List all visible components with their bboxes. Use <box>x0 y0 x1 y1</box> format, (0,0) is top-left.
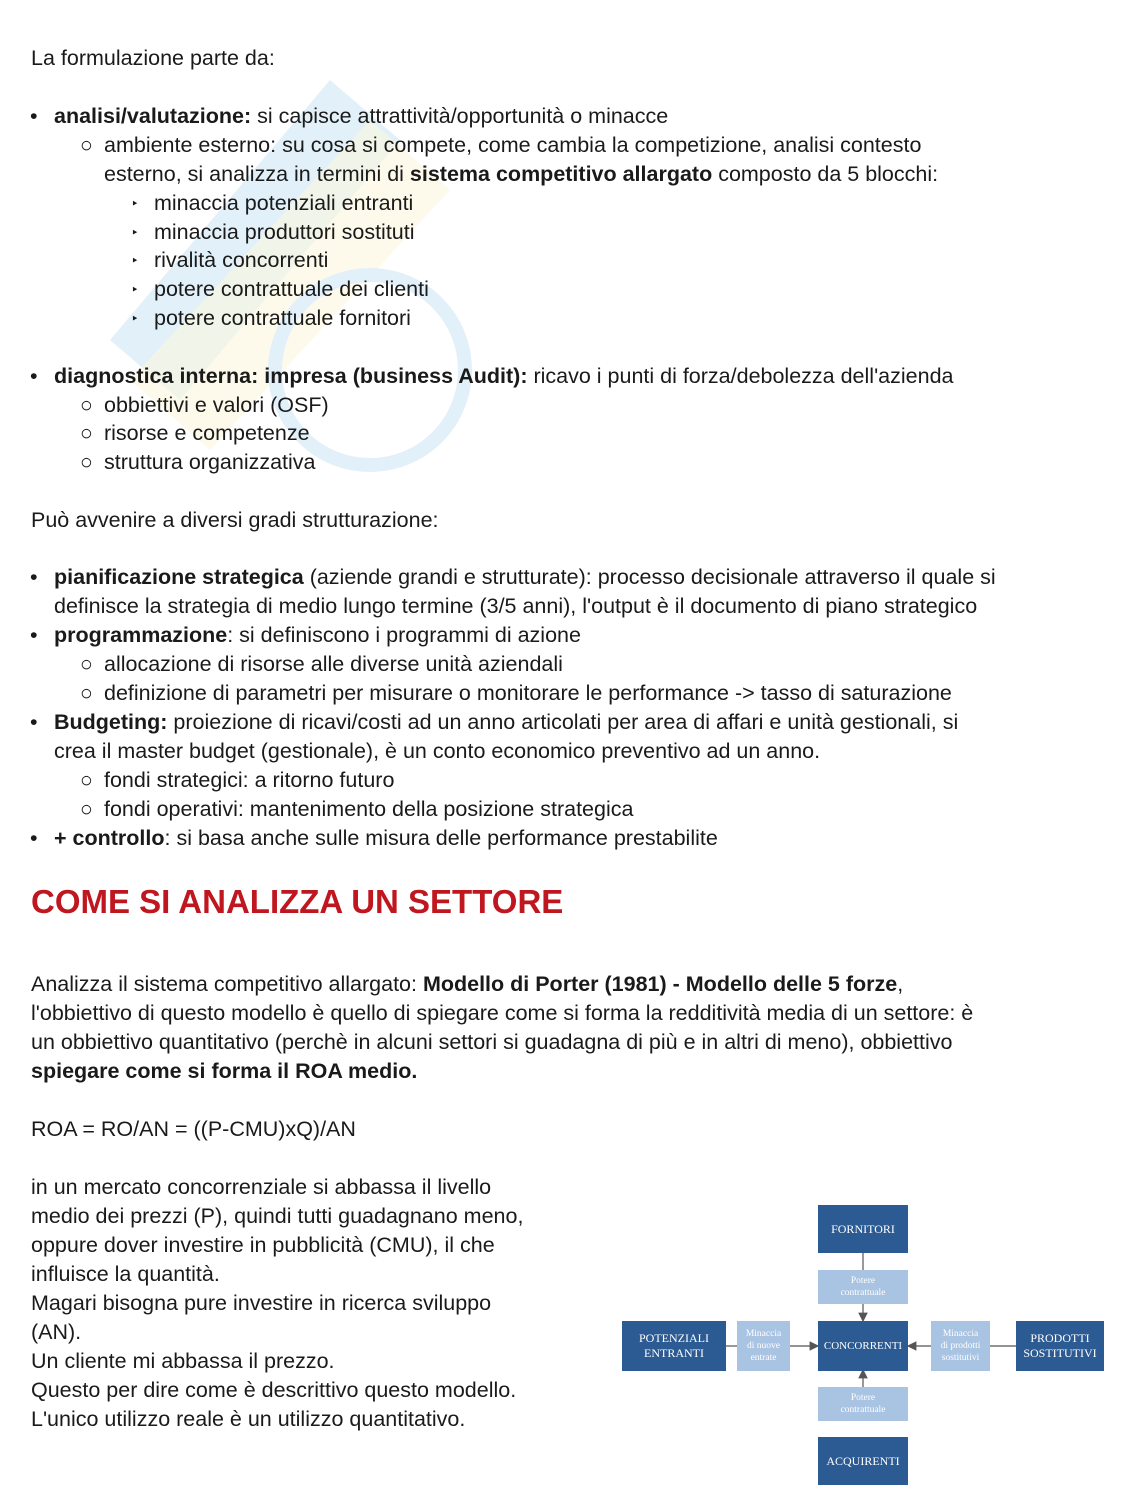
sub-bullet-icon: ○ <box>80 450 93 474</box>
pianificazione-line2: definisce la strategia di medio lungo termine (3/5 anni), l'output è il documento di piano strategico <box>54 594 978 618</box>
block-item: rivalità concorrenti <box>154 248 329 272</box>
left-text-line: (AN). <box>31 1320 82 1344</box>
block-item: minaccia produttori sostituti <box>154 220 415 244</box>
potenziali-entranti-box: POTENZIALI ENTRANTI <box>622 1321 726 1371</box>
left-text-line: medio dei prezzi (P), quindi tutti guadagnano meno, <box>31 1204 524 1228</box>
bullet-icon: • <box>30 710 38 734</box>
left-text-line: Questo per dire come è descrittivo questo modello. <box>31 1378 517 1402</box>
sub-item: risorse e competenze <box>104 421 310 445</box>
left-text-line: Un cliente mi abbassa il prezzo. <box>31 1349 335 1373</box>
para-line1: Analizza il sistema competitivo allargato: Modello di Porter (1981) - Modello delle 5 forze, <box>31 972 904 996</box>
pianificazione-line1: pianificazione strategica (aziende grandi e strutturate): processo decisionale attraverso il quale si <box>54 565 996 589</box>
potere-bottom-box: Potere contrattuale <box>818 1387 908 1421</box>
ambiente-line2: esterno, si analizza in termini di sistema competitivo allargato composto da 5 blocchi: <box>104 162 939 186</box>
block-item: potere contrattuale dei clienti <box>154 277 429 301</box>
sub-bullet-icon: ○ <box>80 652 93 676</box>
intro-text: La formulazione parte da: <box>31 46 275 70</box>
block-item: potere contrattuale fornitori <box>154 306 411 330</box>
sub-bullet-icon: ○ <box>80 421 93 445</box>
triangle-bullet-icon: ‣ <box>131 311 139 326</box>
para-line4: spiegare come si forma il ROA medio. <box>31 1059 418 1083</box>
para-line2: l'obbiettivo di questo modello è quello di spiegare come si forma la redditività media di un settore: è <box>31 1001 974 1025</box>
controllo-item: + controllo: si basa anche sulle misura delle performance prestabilite <box>54 826 718 850</box>
para-line3: un obbiettivo quantitativo (perchè in alcuni settori si guadagna di più e in altri di meno), obbiettivo <box>31 1030 953 1054</box>
budgeting-line1: Budgeting: proiezione di ricavi/costi ad un anno articolati per area di affari e unità gestionali, si <box>54 710 959 734</box>
bullet-icon: • <box>30 364 38 388</box>
sub-bullet-icon: ○ <box>80 768 93 792</box>
triangle-bullet-icon: ‣ <box>131 253 139 268</box>
roa-formula: ROA = RO/AN = ((P-CMU)xQ)/AN <box>31 1117 356 1141</box>
left-text-line: L'unico utilizzo reale è un utilizzo quantitativo. <box>31 1407 466 1431</box>
bullet-icon: • <box>30 104 38 128</box>
sub-bullet-icon: ○ <box>80 681 93 705</box>
sub-bullet-icon: ○ <box>80 133 93 157</box>
left-text-line: influisce la quantità. <box>31 1262 220 1286</box>
bullet-icon: • <box>30 826 38 850</box>
ambiente-line1: ambiente esterno: su cosa si compete, come cambia la competizione, analisi contesto <box>104 133 922 157</box>
minaccia-sostitutivi-box: Minaccia di prodotti sostitutivi <box>931 1321 990 1371</box>
bullet-icon: • <box>30 623 38 647</box>
sub-item: fondi operativi: mantenimento della posizione strategica <box>104 797 634 821</box>
concorrenti-box: CONCORRENTI <box>818 1321 908 1371</box>
bullet-icon: • <box>30 565 38 589</box>
gradi-text: Può avvenire a diversi gradi strutturazione: <box>31 508 439 532</box>
sub-item: allocazione di risorse alle diverse unità aziendali <box>104 652 563 676</box>
block-item: minaccia potenziali entranti <box>154 191 414 215</box>
triangle-bullet-icon: ‣ <box>131 282 139 297</box>
minaccia-nuove-box: Minaccia di nuove entrate <box>737 1321 790 1371</box>
left-text-line: oppure dover investire in pubblicità (CMU), il che <box>31 1233 495 1257</box>
sub-bullet-icon: ○ <box>80 797 93 821</box>
potere-top-box: Potere contrattuale <box>818 1270 908 1304</box>
programmazione-item: programmazione: si definiscono i programmi di azione <box>54 623 581 647</box>
acquirenti-box: ACQUIRENTI <box>818 1437 908 1485</box>
sub-item: obbiettivi e valori (OSF) <box>104 393 329 417</box>
left-text-line: in un mercato concorrenziale si abbassa il livello <box>31 1175 492 1199</box>
sub-item: definizione di parametri per misurare o monitorare le performance -> tasso di saturazione <box>104 681 952 705</box>
budgeting-line2: crea il master budget (gestionale), è un conto economico preventivo ad un anno. <box>54 739 821 763</box>
sub-bullet-icon: ○ <box>80 393 93 417</box>
left-text-line: Magari bisogna pure investire in ricerca sviluppo <box>31 1291 492 1315</box>
triangle-bullet-icon: ‣ <box>131 225 139 240</box>
section-heading: COME SI ANALIZZA UN SETTORE <box>31 883 564 920</box>
prodotti-sostitutivi-box: PRODOTTI SOSTITUTIVI <box>1016 1321 1104 1371</box>
porter-five-forces-diagram <box>622 1205 1104 1487</box>
diagnostica-item: diagnostica interna: impresa (business Audit): ricavo i punti di forza/debolezza dell'azienda <box>54 364 954 388</box>
fornitori-box: FORNITORI <box>818 1205 908 1253</box>
sub-item: fondi strategici: a ritorno futuro <box>104 768 395 792</box>
analisi-item: analisi/valutazione: si capisce attrattività/opportunità o minacce <box>54 104 669 128</box>
triangle-bullet-icon: ‣ <box>131 196 139 211</box>
sub-item: struttura organizzativa <box>104 450 316 474</box>
